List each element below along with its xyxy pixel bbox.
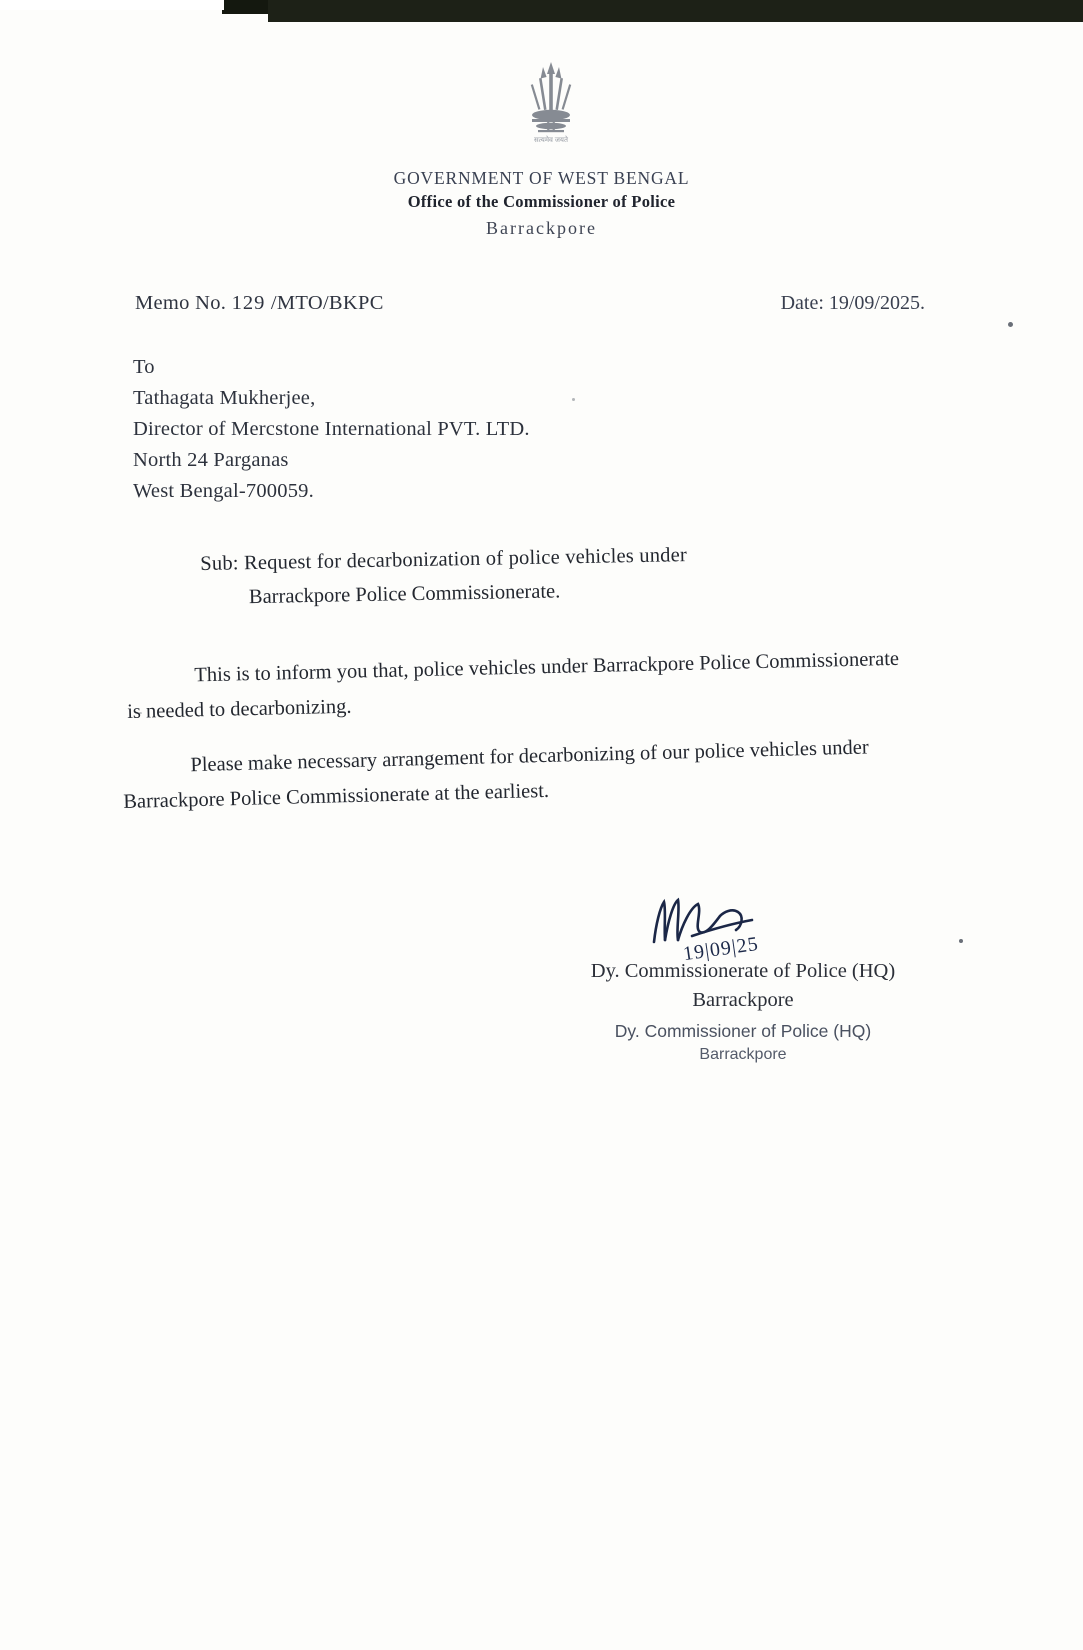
signatory-designation: Dy. Commissionerate of Police (HQ) [590, 960, 896, 982]
addressee-district: North 24 Parganas [133, 449, 289, 471]
header-government-line: GOVERNMENT OF WEST BENGAL [393, 168, 690, 188]
addressee-block [133, 352, 530, 507]
body-paragraph-1-text: This is to inform you that, police vehicles under Barrackpore Police Commissionerate is needed to decarbonizing. [126, 647, 900, 723]
scan-speckle [139, 712, 142, 714]
handwritten-date: 19|09|25 [681, 932, 761, 966]
memo-date-value: 19/09/2025. [828, 292, 925, 314]
header-office-line: Office of the Commissioner of Police [407, 192, 676, 211]
scan-edge-band-inner [268, 0, 1083, 22]
memo-row [135, 292, 925, 322]
memo-date [781, 292, 925, 315]
subject-line-2: Barrackpore Police Commissionerate. [248, 580, 561, 609]
subject-line-1: Sub: Request for decarbonization of police vehicles under [200, 544, 688, 575]
paragraph-indent [123, 771, 191, 773]
svg-text:सत्यमेव जयते: सत्यमेव जयते [534, 136, 568, 144]
header-place-line: Barrackpore [486, 218, 597, 238]
addressee-state-pin: West Bengal-700059. [133, 480, 314, 502]
addressee-designation: Director of Mercstone International PVT. LTD. [133, 418, 530, 440]
scan-edge-left [0, 0, 224, 10]
signatory-place: Barrackpore [692, 989, 794, 1011]
signature-block [508, 890, 978, 1090]
scan-speckle [1008, 322, 1013, 327]
memo-number-suffix: /MTO/BKPC [270, 292, 384, 314]
stamp-place: Barrackpore [699, 1046, 787, 1063]
subject-block [200, 534, 913, 615]
scan-speckle [959, 939, 963, 943]
body-paragraph-1 [126, 641, 913, 729]
stamp-designation: Dy. Commissioner of Police (HQ) [614, 1021, 872, 1041]
memo-number-value: 129 [231, 292, 266, 314]
body-paragraph-2 [122, 729, 912, 820]
paragraph-indent [127, 681, 195, 683]
memo-number [135, 292, 384, 315]
addressee-name: Tathagata Mukherjee, [133, 387, 316, 409]
scan-speckle [572, 398, 575, 401]
memo-date-label: Date: [780, 292, 824, 314]
body-paragraph-2-text: Please make necessary arrangement for decarbonizing of our police vehicles under Barrackpore Police Commissionerate at the earliest. [123, 736, 869, 813]
memo-number-label: Memo No. [135, 292, 227, 314]
india-state-emblem-icon [519, 58, 583, 146]
addressee-to-label: To [133, 356, 155, 378]
